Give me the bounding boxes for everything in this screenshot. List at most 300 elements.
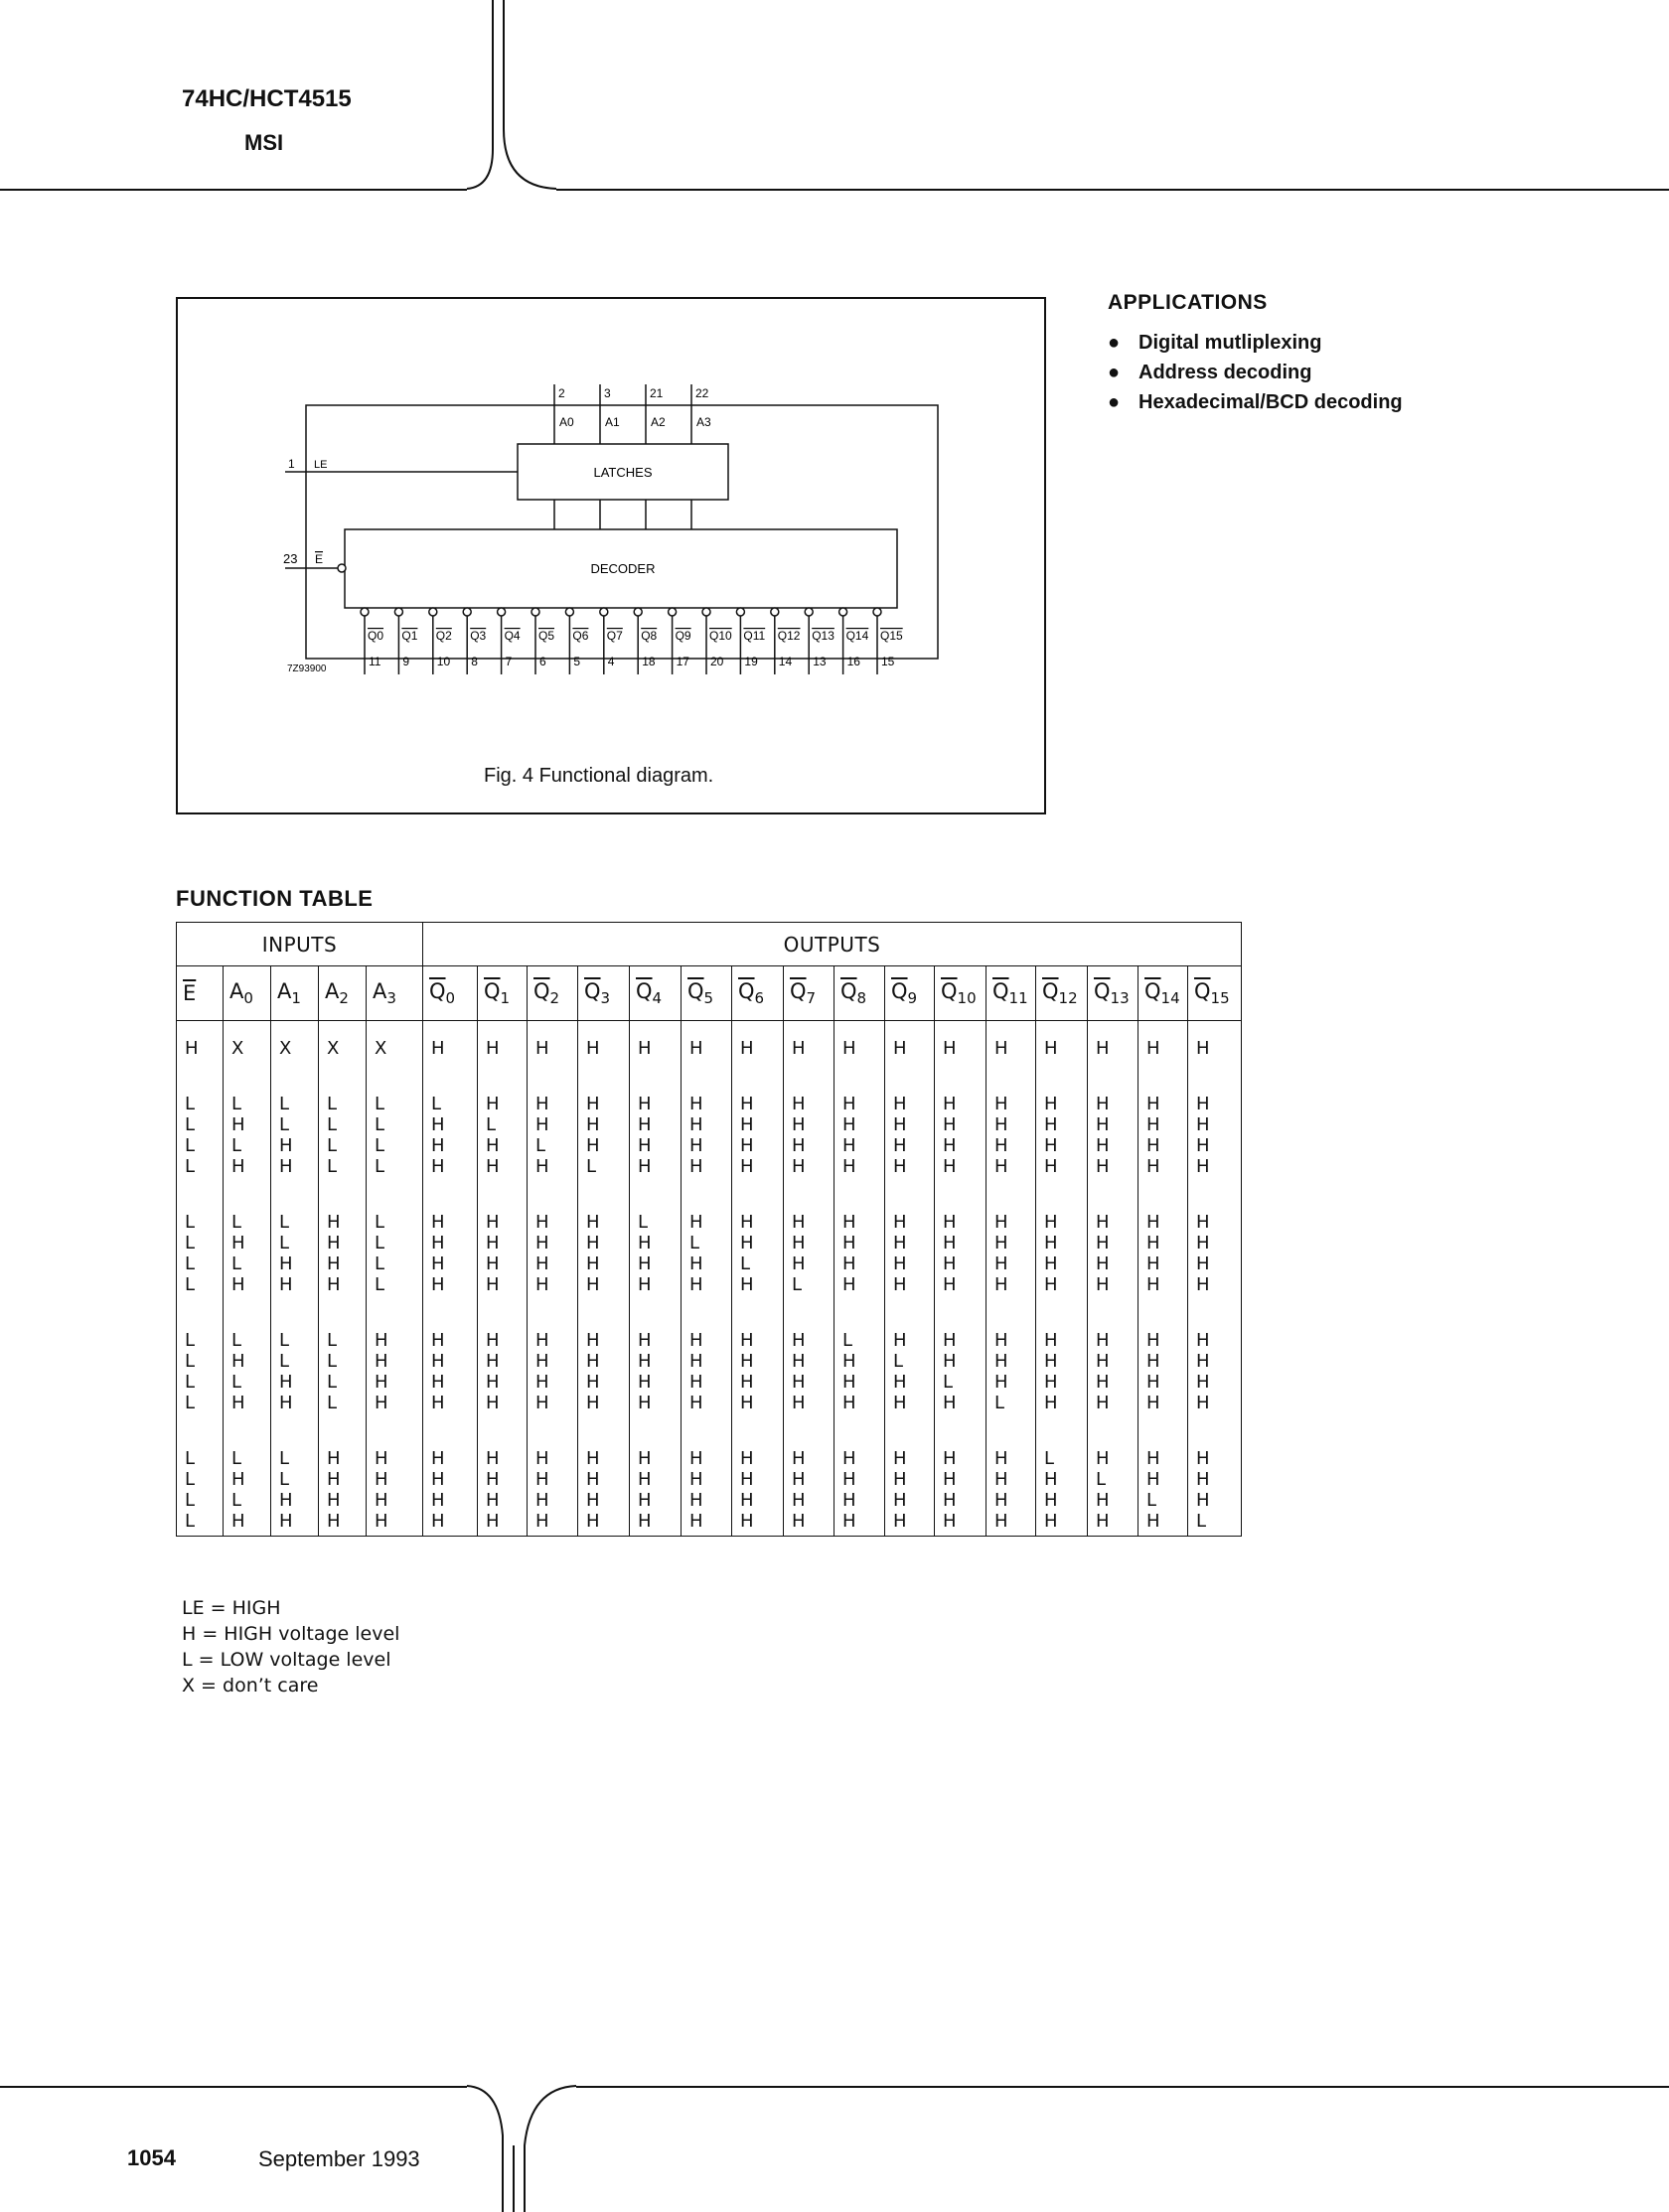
output-bubble (394, 608, 402, 616)
table-cell: H (732, 1274, 784, 1295)
table-cell: H (1138, 1253, 1188, 1274)
output-label: Q4 (504, 629, 521, 643)
table-cell: H (935, 1177, 986, 1233)
table-cell: L (177, 1490, 224, 1511)
table-cell: H (834, 1059, 885, 1114)
figure-ref-code: 7Z93900 (287, 664, 327, 674)
output-column-header: $\overline{Q}_3$ (578, 966, 630, 1021)
table-cell: H (319, 1253, 367, 1274)
table-cell: H (578, 1393, 630, 1413)
output-column-header: $\overline{Q}_1$ (478, 966, 528, 1021)
table-cell: L (177, 1114, 224, 1135)
table-cell: H (1088, 1295, 1138, 1351)
table-cell: H (732, 1156, 784, 1177)
table-cell: H (682, 1295, 732, 1351)
table-cell: H (1036, 1295, 1088, 1351)
table-cell: L (177, 1177, 224, 1233)
output-label: Q2 (435, 629, 452, 643)
table-cell: H (986, 1177, 1036, 1233)
table-cell: H (1036, 1253, 1088, 1274)
table-cell: L (1188, 1511, 1242, 1537)
output-bubble (702, 608, 710, 616)
table-cell: H (224, 1274, 271, 1295)
table-row (177, 1295, 1242, 1351)
table-cell: H (935, 1295, 986, 1351)
table-cell: H (630, 1059, 682, 1114)
table-row (177, 1233, 1242, 1253)
table-cell: H (423, 1021, 478, 1060)
output-label: Q5 (538, 629, 555, 643)
table-cell: H (1138, 1511, 1188, 1537)
applications-heading: APPLICATIONS (1108, 291, 1268, 314)
table-cell: L (177, 1059, 224, 1114)
table-cell: H (986, 1469, 1036, 1490)
table-cell: H (224, 1351, 271, 1372)
table-cell: H (732, 1114, 784, 1135)
table-cell: H (423, 1135, 478, 1156)
table-cell: H (784, 1469, 834, 1490)
output-label: Q10 (709, 629, 732, 643)
table-cell: H (935, 1490, 986, 1511)
table-cell: H (528, 1295, 578, 1351)
table-cell: H (784, 1021, 834, 1060)
output-label: Q1 (401, 629, 418, 643)
bullet-icon: ● (1108, 332, 1121, 354)
bullet-icon: ● (1108, 391, 1121, 413)
output-bubble (873, 608, 881, 616)
output-label: Q3 (470, 629, 487, 643)
output-pin-number: 20 (710, 655, 724, 668)
output-label: Q15 (880, 629, 903, 643)
table-cell: H (1138, 1156, 1188, 1177)
table-cell: H (1138, 1351, 1188, 1372)
enable-bubble (338, 564, 346, 572)
table-cell: H (834, 1490, 885, 1511)
table-cell: H (682, 1490, 732, 1511)
table-cell: L (935, 1372, 986, 1393)
table-cell: H (732, 1511, 784, 1537)
table-cell: H (1088, 1114, 1138, 1135)
output-label: Q14 (845, 629, 869, 643)
table-cell: H (885, 1393, 935, 1413)
table-cell: L (367, 1135, 423, 1156)
table-cell: H (1188, 1413, 1242, 1469)
table-cell: H (578, 1233, 630, 1253)
table-cell: H (528, 1233, 578, 1253)
output-bubble (531, 608, 539, 616)
table-cell: H (784, 1351, 834, 1372)
table-cell: H (682, 1274, 732, 1295)
table-row (177, 1351, 1242, 1372)
table-cell: H (319, 1274, 367, 1295)
table-cell: H (885, 1177, 935, 1233)
table-cell: L (177, 1295, 224, 1351)
application-item: ● Address decoding (1108, 362, 1312, 383)
table-row (177, 1021, 1242, 1060)
table-cell: L (177, 1511, 224, 1537)
table-cell: H (1088, 1351, 1138, 1372)
table-cell: L (177, 1253, 224, 1274)
table-cell: H (1088, 1372, 1138, 1393)
table-cell: H (177, 1021, 224, 1060)
table-cell: H (732, 1393, 784, 1413)
table-cell: H (224, 1233, 271, 1253)
table-cell: H (478, 1490, 528, 1511)
table-cell: L (834, 1295, 885, 1351)
output-bubble (736, 608, 744, 616)
output-pin-number: 8 (471, 655, 478, 668)
application-item: ● Digital mutliplexing (1108, 332, 1322, 354)
table-row (177, 1156, 1242, 1177)
table-cell: H (367, 1490, 423, 1511)
table-cell: H (1138, 1021, 1188, 1060)
latches-label: LATCHES (593, 465, 653, 480)
output-bubble (839, 608, 847, 616)
table-cell: H (1036, 1059, 1088, 1114)
table-cell: H (630, 1490, 682, 1511)
table-cell: H (834, 1511, 885, 1537)
table-cell: H (935, 1253, 986, 1274)
table-cell: L (177, 1372, 224, 1393)
table-cell: L (271, 1351, 319, 1372)
table-row (177, 1059, 1242, 1114)
table-cell: H (271, 1372, 319, 1393)
table-cell: H (478, 1156, 528, 1177)
output-bubble (669, 608, 677, 616)
table-cell: H (319, 1413, 367, 1469)
table-cell: H (423, 1393, 478, 1413)
table-cell: H (630, 1135, 682, 1156)
table-cell: H (1188, 1253, 1242, 1274)
table-cell: H (1188, 1135, 1242, 1156)
table-cell: H (885, 1274, 935, 1295)
table-cell: H (784, 1059, 834, 1114)
table-cell: H (885, 1156, 935, 1177)
table-cell: H (630, 1413, 682, 1469)
table-cell: H (528, 1274, 578, 1295)
table-cell: H (1188, 1114, 1242, 1135)
table-cell: H (1138, 1413, 1188, 1469)
output-pin-number: 18 (642, 655, 656, 668)
table-cell: H (630, 1295, 682, 1351)
table-cell: H (732, 1177, 784, 1233)
table-cell: H (224, 1393, 271, 1413)
table-cell: L (271, 1413, 319, 1469)
table-cell: H (682, 1253, 732, 1274)
table-cell: H (732, 1021, 784, 1060)
table-cell: L (271, 1114, 319, 1135)
table-cell: H (528, 1059, 578, 1114)
table-cell: H (885, 1469, 935, 1490)
table-cell: H (732, 1233, 784, 1253)
table-cell: H (1088, 1511, 1138, 1537)
output-pin-number: 11 (369, 655, 381, 668)
table-cell: H (986, 1021, 1036, 1060)
document-subtitle: MSI (244, 130, 284, 155)
input-column-header: $\overline{E}$ (177, 966, 224, 1021)
table-cell: H (935, 1413, 986, 1469)
table-cell: H (578, 1469, 630, 1490)
table-cell: L (271, 1469, 319, 1490)
table-cell: H (578, 1351, 630, 1372)
table-row (177, 1393, 1242, 1413)
le-pin: 1 (288, 457, 295, 471)
table-cell: H (1036, 1156, 1088, 1177)
table-cell: H (935, 1059, 986, 1114)
table-cell: H (367, 1295, 423, 1351)
application-item: ● Hexadecimal/BCD decoding (1108, 391, 1403, 413)
output-label: Q8 (641, 629, 658, 643)
table-cell: H (630, 1511, 682, 1537)
address-input-label: A3 (696, 415, 711, 429)
table-cell: H (578, 1135, 630, 1156)
table-cell: H (1036, 1177, 1088, 1233)
table-cell: H (1188, 1233, 1242, 1253)
table-cell: H (682, 1059, 732, 1114)
table-cell: H (784, 1233, 834, 1253)
table-cell: H (423, 1490, 478, 1511)
table-cell: L (177, 1274, 224, 1295)
output-label: Q9 (675, 629, 691, 643)
table-cell: H (1138, 1469, 1188, 1490)
table-cell: H (682, 1177, 732, 1233)
table-cell: H (834, 1156, 885, 1177)
table-cell: H (784, 1511, 834, 1537)
table-cell: H (528, 1511, 578, 1537)
table-cell: H (578, 1059, 630, 1114)
table-cell: H (528, 1114, 578, 1135)
table-cell: H (528, 1372, 578, 1393)
table-cell: H (319, 1511, 367, 1537)
table-cell: L (224, 1253, 271, 1274)
output-bubble (429, 608, 437, 616)
table-cell: H (682, 1413, 732, 1469)
output-column-header: $\overline{Q}_{15}$ (1188, 966, 1242, 1021)
table-row (177, 1469, 1242, 1490)
table-cell: H (732, 1372, 784, 1393)
table-cell: H (1138, 1177, 1188, 1233)
table-cell: H (478, 1511, 528, 1537)
table-cell: H (423, 1372, 478, 1393)
table-cell: L (224, 1372, 271, 1393)
bullet-icon: ● (1108, 362, 1121, 383)
table-cell: L (367, 1156, 423, 1177)
table-cell: H (935, 1351, 986, 1372)
input-column-header: $A_2$ (319, 966, 367, 1021)
table-cell: L (1088, 1469, 1138, 1490)
table-cell: H (478, 1253, 528, 1274)
table-cell: H (423, 1511, 478, 1537)
table-cell: L (423, 1059, 478, 1114)
table-cell: H (423, 1233, 478, 1253)
output-label: Q0 (368, 629, 384, 643)
table-cell: L (224, 1413, 271, 1469)
table-cell: H (1036, 1233, 1088, 1253)
table-cell: L (367, 1114, 423, 1135)
table-cell: H (578, 1372, 630, 1393)
table-cell: H (367, 1351, 423, 1372)
table-cell: H (682, 1393, 732, 1413)
table-row (177, 1114, 1242, 1135)
table-cell: H (885, 1135, 935, 1156)
table-cell: H (834, 1021, 885, 1060)
table-cell: H (1188, 1021, 1242, 1060)
table-cell: H (224, 1511, 271, 1537)
table-cell: L (367, 1059, 423, 1114)
table-row (177, 1253, 1242, 1274)
table-cell: H (834, 1233, 885, 1253)
table-cell: L (319, 1135, 367, 1156)
table-cell: L (224, 1059, 271, 1114)
table-cell: X (367, 1021, 423, 1060)
table-row (177, 1490, 1242, 1511)
table-cell: H (1036, 1021, 1088, 1060)
table-cell: H (784, 1295, 834, 1351)
table-cell: H (224, 1469, 271, 1490)
table-cell: H (682, 1372, 732, 1393)
output-label: Q6 (572, 629, 589, 643)
table-cell: H (1188, 1490, 1242, 1511)
table-cell: L (319, 1351, 367, 1372)
table-cell: L (177, 1413, 224, 1469)
table-cell: H (630, 1253, 682, 1274)
table-cell: H (578, 1021, 630, 1060)
address-pin-number: 2 (558, 386, 565, 400)
table-cell: H (1138, 1372, 1188, 1393)
table-cell: H (784, 1490, 834, 1511)
table-cell: H (1188, 1351, 1242, 1372)
input-column-header: $A_1$ (271, 966, 319, 1021)
table-cell: H (1188, 1295, 1242, 1351)
output-pin-number: 19 (744, 655, 758, 668)
output-pin-number: 6 (539, 655, 546, 668)
table-cell: L (224, 1177, 271, 1233)
table-cell: H (1036, 1274, 1088, 1295)
table-cell: H (1088, 1233, 1138, 1253)
table-cell: H (478, 1233, 528, 1253)
table-cell: H (935, 1021, 986, 1060)
table-cell: H (784, 1156, 834, 1177)
table-row (177, 1177, 1242, 1233)
output-label: Q12 (777, 629, 801, 643)
table-cell: H (423, 1177, 478, 1233)
table-cell: L (177, 1233, 224, 1253)
output-column-header: $\overline{Q}_{14}$ (1138, 966, 1188, 1021)
address-input-label: A1 (605, 415, 620, 429)
table-cell: H (528, 1469, 578, 1490)
table-cell: H (682, 1469, 732, 1490)
table-cell: H (682, 1021, 732, 1060)
address-pin-number: 3 (604, 386, 611, 400)
table-cell: H (986, 1372, 1036, 1393)
table-cell: L (732, 1253, 784, 1274)
table-cell: H (986, 1059, 1036, 1114)
table-cell: H (986, 1295, 1036, 1351)
table-cell: H (935, 1114, 986, 1135)
table-cell: H (528, 1413, 578, 1469)
table-cell: H (784, 1372, 834, 1393)
legend-low: L = LOW voltage level (182, 1649, 391, 1671)
output-pin-number: 9 (402, 655, 410, 668)
table-cell: L (177, 1135, 224, 1156)
table-cell: H (271, 1511, 319, 1537)
output-column-header: $\overline{Q}_6$ (732, 966, 784, 1021)
table-cell: H (986, 1511, 1036, 1537)
table-cell: H (732, 1135, 784, 1156)
output-pin-number: 13 (813, 655, 827, 668)
table-cell: H (478, 1393, 528, 1413)
table-cell: H (682, 1156, 732, 1177)
output-column-header: $\overline{Q}_5$ (682, 966, 732, 1021)
table-cell: H (319, 1177, 367, 1233)
output-bubble (565, 608, 573, 616)
output-pin-number: 15 (881, 655, 895, 668)
table-cell: H (834, 1274, 885, 1295)
table-cell: L (224, 1135, 271, 1156)
output-pin-number: 17 (676, 655, 689, 668)
table-cell: H (1036, 1469, 1088, 1490)
output-bubble (805, 608, 813, 616)
table-cell: H (578, 1177, 630, 1233)
le-label: LE (314, 459, 328, 471)
table-cell: H (423, 1351, 478, 1372)
table-cell: H (935, 1469, 986, 1490)
enable-label: E (315, 552, 324, 566)
table-cell: L (271, 1177, 319, 1233)
table-cell: H (423, 1413, 478, 1469)
table-cell: H (1138, 1393, 1188, 1413)
table-cell: L (319, 1114, 367, 1135)
functional-diagram (176, 297, 1046, 814)
table-cell: L (682, 1233, 732, 1253)
output-pin-number: 14 (778, 655, 793, 668)
table-cell: H (732, 1295, 784, 1351)
output-column-header: $\overline{Q}_2$ (528, 966, 578, 1021)
table-cell: H (319, 1469, 367, 1490)
table-cell: X (271, 1021, 319, 1060)
table-cell: H (271, 1156, 319, 1177)
table-row (177, 1372, 1242, 1393)
table-cell: H (1088, 1059, 1138, 1114)
table-cell: H (1188, 1177, 1242, 1233)
publication-date: September 1993 (258, 2146, 420, 2171)
table-cell: H (1188, 1156, 1242, 1177)
table-cell: L (319, 1295, 367, 1351)
output-column-header: $\overline{Q}_9$ (885, 966, 935, 1021)
table-cell: H (1188, 1372, 1242, 1393)
output-label: Q13 (812, 629, 834, 643)
table-cell: L (177, 1469, 224, 1490)
table-cell: H (732, 1413, 784, 1469)
table-cell: H (478, 1295, 528, 1351)
function-table-heading: FUNCTION TABLE (176, 886, 374, 911)
enable-pin: 23 (283, 551, 298, 566)
output-label: Q11 (743, 629, 766, 643)
table-cell: H (784, 1177, 834, 1233)
table-cell: H (784, 1114, 834, 1135)
table-cell: H (1188, 1393, 1242, 1413)
output-bubble (634, 608, 642, 616)
table-cell: H (1036, 1372, 1088, 1393)
table-cell: H (423, 1253, 478, 1274)
table-cell: L (224, 1295, 271, 1351)
table-cell: H (630, 1351, 682, 1372)
table-cell: H (1088, 1393, 1138, 1413)
table-cell: H (528, 1156, 578, 1177)
table-cell: L (177, 1156, 224, 1177)
table-cell: H (478, 1413, 528, 1469)
table-cell: H (834, 1372, 885, 1393)
